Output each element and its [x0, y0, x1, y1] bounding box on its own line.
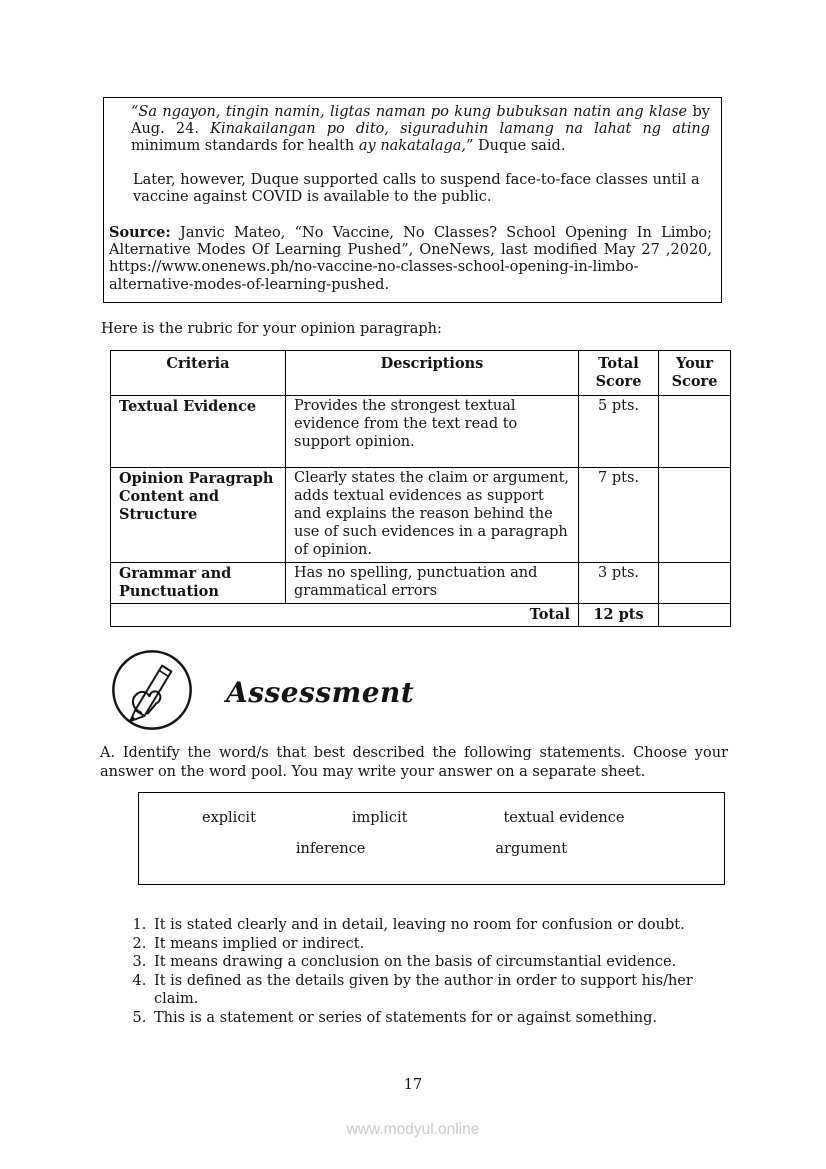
quote-seg-4: minimum standards for health [131, 138, 359, 155]
source-text: Janvic Mateo, “No Vaccine, No Classes? School Opening In Limbo; Alternative Modes Of Learning Pushed”, OneNews, last modified May 27 ,2020, https://www.onenews.ph/no-vaccine-no-classes-school-opening-in-limbo-alternative-modes-of-learning-pushed. [109, 224, 712, 293]
followup-paragraph: Later, however, Duque supported calls to suspend face-to-face classes until a vaccine against COVID is available to the public. [133, 172, 700, 206]
question-item: 5. This is a statement or series of statements for or against something. [151, 1009, 728, 1028]
quote-seg-2: by Aug. 24. [131, 104, 710, 138]
your-score-cell [659, 467, 731, 562]
header-criteria: Criteria [111, 351, 286, 396]
question-item: 1. It is stated clearly and in detail, leaving no room for confusion or doubt. [151, 916, 728, 935]
criteria-cell: Textual Evidence [111, 395, 286, 467]
word-pool-item: explicit [202, 810, 256, 826]
total-score-cell: 5 pts. [579, 395, 659, 467]
table-total-row [111, 603, 731, 626]
assessment-question-list [128, 916, 728, 1027]
criteria-cell: Grammar and Punctuation [111, 562, 286, 603]
total-score-cell: 3 pts. [579, 562, 659, 603]
pencil-hand-icon [110, 648, 194, 737]
rubric-header-row [111, 351, 731, 396]
quote-paragraph [131, 104, 710, 155]
total-score-cell: 7 pts. [579, 467, 659, 562]
page-number: 17 [403, 1077, 423, 1093]
table-row [111, 395, 731, 467]
watermark: www.modyul.online [346, 1121, 480, 1138]
source-label: Source: [109, 223, 171, 241]
word-pool-item: implicit [351, 810, 408, 826]
table-row [111, 562, 731, 603]
quote-seg-6: ” Duque said. [466, 138, 566, 155]
quote-seg-italic-1: “Sa ngayon, tingin namin, ligtas naman po kung bubuksan natin ang klase [131, 104, 688, 120]
question-item: 3. It means drawing a conclusion on the basis of circumstantial evidence. [151, 953, 728, 972]
criteria-cell: Opinion Paragraph Content and Structure [111, 467, 286, 562]
description-cell: Clearly states the claim or argument, adds textual evidences as support and explains the reason behind the use of such evidences in a paragraph of opinion. [286, 467, 579, 562]
word-pool-item: argument [495, 841, 568, 858]
rubric-table [110, 350, 731, 627]
word-pool-item: textual evidence [503, 810, 625, 826]
question-item: 2. It means implied or indirect. [151, 935, 728, 954]
quote-box [103, 97, 722, 303]
header-total-score: Total Score [579, 351, 659, 396]
header-your-score: Your Score [659, 351, 731, 396]
description-cell: Provides the strongest textual evidence from the text read to support opinion. [286, 395, 579, 467]
assessment-header [110, 648, 414, 737]
assessment-heading: Assessment [226, 676, 415, 710]
total-value-cell: 12 pts [579, 603, 659, 626]
description-cell: Has no spelling, punctuation and grammatical errors [286, 562, 579, 603]
rubric-intro-text: Here is the rubric for your opinion paragraph: [101, 321, 442, 337]
quote-seg-italic-3: Kinakailangan po dito, siguraduhin lamang na lahat ng ating [210, 121, 710, 138]
your-score-cell [659, 562, 731, 603]
assessment-instruction: A. Identify the word/s that best described the following statements. Choose your answer on the word pool. You may write your answer on a separate sheet. [100, 745, 728, 780]
word-pool-box [138, 792, 725, 885]
question-item: 4. It is defined as the details given by the author in order to support his/her claim. [151, 972, 728, 1009]
word-pool-row [139, 840, 724, 858]
word-pool-item: inference [295, 841, 366, 858]
source-paragraph [109, 224, 712, 295]
table-row [111, 467, 731, 562]
your-score-cell [659, 395, 731, 467]
total-label-cell: Total [111, 603, 579, 626]
quote-seg-italic-5: ay nakatalaga, [358, 138, 467, 155]
word-pool-row [139, 809, 724, 827]
header-descriptions: Descriptions [286, 351, 579, 396]
your-score-cell [659, 603, 731, 626]
